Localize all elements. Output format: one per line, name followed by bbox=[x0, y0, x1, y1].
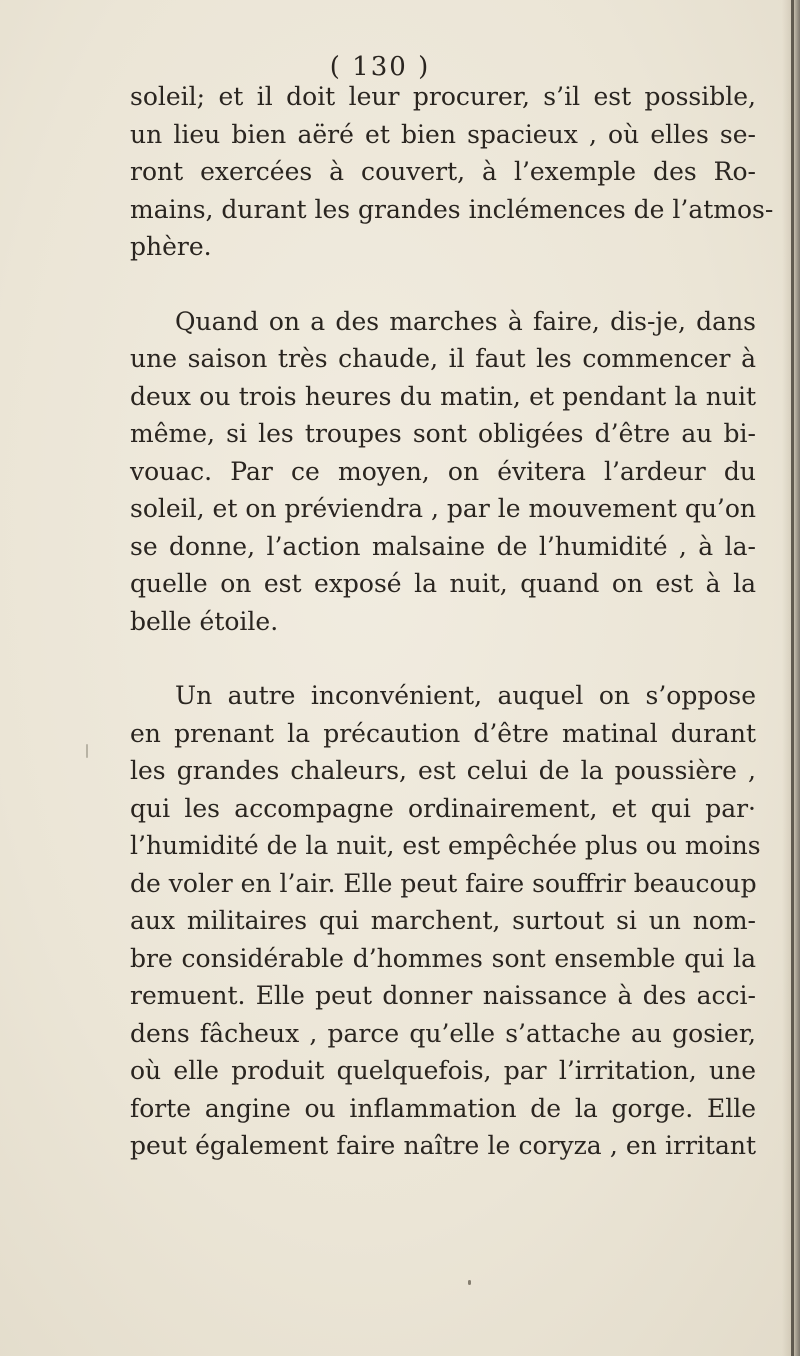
page-edge-line bbox=[791, 0, 794, 1356]
text-line: peut également faire naître le coryza , en irritant bbox=[130, 1131, 756, 1160]
text-line: un lieu bien aëré et bien spacieux , où elles se- bbox=[130, 119, 756, 149]
text-line: se donne, l’action malsaine de l’humidité , à la- bbox=[130, 531, 756, 561]
text-line: remuent. Elle peut donner naissance à des acci- bbox=[130, 981, 756, 1010]
text-line: Quand on a des marches à faire, dis-je, dans bbox=[175, 306, 756, 336]
text-line: vouac. Par ce moyen, on évitera l’ardeur du bbox=[130, 456, 756, 486]
text-line: belle étoile. bbox=[130, 606, 279, 636]
text-line: forte angine ou inflammation de la gorge. Elle bbox=[130, 1093, 756, 1123]
page-number: ( 130 ) bbox=[329, 52, 431, 82]
text-line: une saison très chaude, il faut les commencer à bbox=[130, 344, 756, 373]
text-line: Un autre inconvénient, auquel on s’oppose bbox=[175, 681, 756, 710]
paragraph-2 bbox=[130, 303, 756, 641]
text-line: bre considérable d’hommes sont ensemble qui la bbox=[130, 943, 756, 973]
paragraph-3 bbox=[130, 677, 761, 1165]
body-text bbox=[130, 78, 774, 1165]
text-line: quelle on est exposé la nuit, quand on est à la bbox=[130, 569, 756, 598]
text-line: dens fâcheux , parce qu’elle s’attache au gosier, bbox=[130, 1018, 756, 1048]
paragraph-gap bbox=[130, 640, 756, 677]
text-line: phère. bbox=[130, 232, 212, 261]
text-line: où elle produit quelquefois, par l’irritation, une bbox=[130, 1056, 756, 1085]
text-line: qui les accompagne ordinairement, et qui par· bbox=[130, 793, 756, 823]
text-line: de voler en l’air. Elle peut faire souffrir beaucoup bbox=[130, 868, 757, 898]
text-line: l’humidité de la nuit, est empêchée plus ou moins bbox=[130, 831, 761, 860]
text-line: deux ou trois heures du matin, et pendant la nuit bbox=[130, 381, 756, 411]
text-line: en prenant la précaution d’être matinal durant bbox=[130, 718, 756, 748]
text-line: aux militaires qui marchent, surtout si un nom- bbox=[130, 906, 756, 935]
text-line: les grandes chaleurs, est celui de la poussière , bbox=[130, 756, 756, 785]
ink-speck bbox=[468, 1280, 471, 1285]
text-line: soleil, et on préviendra , par le mouvement qu’on bbox=[130, 494, 757, 523]
text-line: même, si les troupes sont obligées d’être au bi- bbox=[130, 419, 756, 448]
text-line: soleil; et il doit leur procurer, s’il est possible, bbox=[130, 82, 756, 111]
text-line: ront exercées à couvert, à l’exemple des Ro- bbox=[130, 157, 756, 186]
ink-speck bbox=[86, 744, 88, 758]
paragraph-1 bbox=[130, 78, 774, 266]
text-line: mains, durant les grandes inclémences de l’atmos- bbox=[130, 194, 774, 224]
paragraph-gap bbox=[130, 266, 756, 303]
